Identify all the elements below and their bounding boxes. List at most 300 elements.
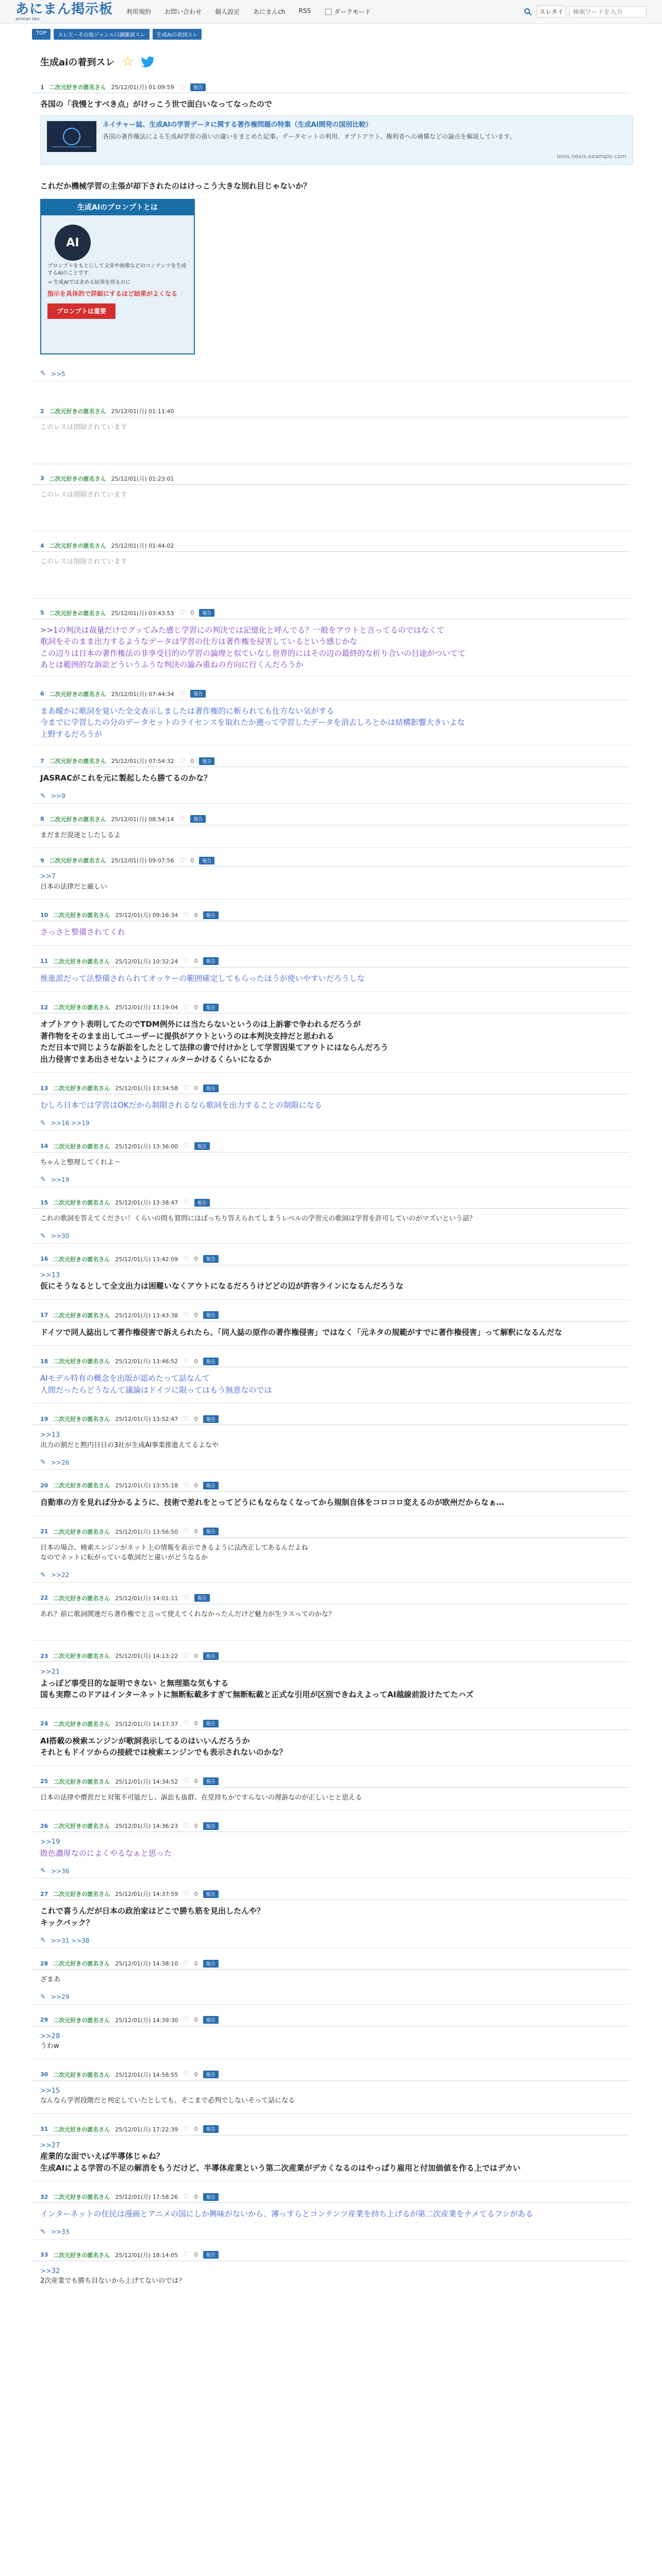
post-date: 25/12/01(月) 13:52:47 [115,1416,178,1422]
post-text: ドイツで同人誌出して著作権侵害で訴えられたら、「同人誌の原作の著作権侵害」ではなく「元ネタの規範がすでに著作権侵害」って解釈になるんだな [40,1327,562,1337]
logo-subtext: animan bbs [15,16,40,21]
post-number[interactable]: 5 [40,609,44,616]
post-number[interactable]: 18 [40,1358,48,1365]
post-date: 25/12/01(月) 09:16:34 [115,912,178,919]
link-card-description: 各国の著作権法による生成AI学習の扱いの違いをまとめた記事。データセットの利用、オプトアウト、権利者への補償などの論点を解説しています。 [103,133,516,140]
reply-icon[interactable]: ✎ [40,1571,46,1579]
post [32,856,630,900]
post-body [32,93,630,354]
post-number[interactable]: 25 [40,1778,48,1785]
like-count: 0 [194,2193,198,2200]
post-footer [32,1867,630,1875]
report-button[interactable]: 報告 [203,2071,219,2078]
report-button[interactable]: 報告 [203,2251,219,2259]
report-button[interactable]: 報告 [190,690,206,698]
like-count: 0 [194,2251,198,2258]
post-body [32,1321,630,1338]
reply-anchor[interactable]: >>28 [40,2032,60,2040]
post-date: 25/12/01(月) 14:01:11 [115,1595,178,1602]
top-bar [0,0,662,24]
post [32,609,630,676]
post-text: ちゃんと整理してくれよ〜 [40,1158,121,1166]
post-text: なんなら学習段階だと判定していたとしても、そこまで必判でしないそって話になる [40,2097,295,2105]
reply-anchor[interactable]: >>13 [40,1271,60,1279]
report-button[interactable]: 報告 [203,1415,219,1423]
report-button[interactable]: 報告 [203,911,219,919]
thread-title-row [0,40,662,69]
report-button[interactable]: 報告 [203,1652,219,1660]
poster-name: 二次元好きの匿名さん [53,912,110,919]
reply-links[interactable]: >>16 >>19 [51,1120,90,1127]
deleted-notice: このレスは削除されています [40,423,127,431]
post-body [32,1367,630,1396]
like-count: 0 [190,757,194,765]
like-heart-icon[interactable]: ♡ [183,1890,189,1898]
post-body [32,619,630,671]
reply-icon[interactable]: ✎ [40,1459,46,1466]
report-button[interactable]: 報告 [203,1004,219,1011]
report-button[interactable]: 報告 [203,1255,219,1263]
post-number[interactable]: 17 [40,1312,48,1318]
poster-name: 二次元好きの匿名さん [53,1720,110,1727]
reply-links[interactable]: >>31 >>38 [51,1937,90,1944]
post-body [32,2026,630,2052]
post-number[interactable]: 23 [40,1652,48,1659]
like-heart-icon[interactable]: ♡ [183,2071,189,2078]
post-body [32,1492,630,1509]
post-date: 25/12/01(月) 18:14:05 [115,2251,178,2259]
post-header [32,1959,630,1970]
reply-links[interactable]: >>5 [51,370,65,378]
post-number[interactable]: 4 [40,542,44,549]
post-text: キックバック？ [40,1918,94,1927]
reply-links[interactable]: >>26 [51,1459,70,1466]
like-heart-icon[interactable]: ♡ [183,1142,189,1150]
post-number[interactable]: 28 [40,1960,48,1967]
post-date: 25/12/01(月) 14:37:59 [115,1891,178,1897]
breadcrumb-board[interactable]: スレ主・その他ジャンル口調雑談スレ [54,29,150,40]
reply-links[interactable]: >>36 [51,1867,70,1875]
post-number[interactable]: 1 [40,83,44,91]
post-date: 25/12/01(月) 14:38:10 [115,1960,178,1967]
like-heart-icon[interactable]: ♡ [183,911,189,919]
post [32,1357,630,1403]
post-body [32,2136,630,2174]
post-date: 25/12/01(月) 07:44:34 [111,690,174,698]
poster-name: 二次元好きの匿名さん [49,690,106,698]
post [32,1255,630,1300]
poster-name: 二次元好きの匿名さん [53,1004,110,1011]
post-number[interactable]: 22 [40,1595,48,1601]
reply-icon[interactable]: ✎ [40,1937,46,1944]
post-number[interactable]: 8 [40,816,44,822]
like-count: 0 [194,1256,198,1262]
like-heart-icon[interactable]: ♡ [183,1720,189,1727]
post-body [32,1153,630,1168]
reply-links[interactable]: >>19 [51,1176,70,1183]
like-heart-icon[interactable]: ♡ [183,1311,189,1319]
post [32,1652,630,1708]
post-footer [32,2228,630,2236]
link-card-thumbnail [47,121,96,152]
reply-anchor[interactable]: >>13 [40,1431,60,1439]
post [32,2071,630,2114]
post-number[interactable]: 7 [40,757,44,765]
post [32,757,630,804]
poster-name: 二次元好きの匿名さん [53,2126,110,2133]
poster-name: 二次元好きの匿名さん [49,857,106,864]
post-body [32,1209,630,1224]
post-text: 敗色濃厚なのによくやるなぁと思った [40,1848,172,1858]
post-body [32,700,630,740]
report-button[interactable]: 報告 [199,857,214,865]
post-date: 25/12/01(月) 14:36:23 [115,1823,178,1829]
post-date: 25/12/01(月) 01:11:40 [111,408,174,415]
reply-icon[interactable]: ✎ [40,2228,46,2236]
reply-anchor[interactable]: >>21 [40,1668,60,1676]
like-count: 0 [194,1415,198,1422]
post-date: 25/12/01(月) 01:44:02 [111,543,174,549]
post [32,2016,630,2059]
nav-settings[interactable]: 個人設定 [215,8,240,15]
post-footer [32,1937,630,1944]
post-number[interactable]: 2 [40,408,44,415]
reply-anchor[interactable]: >>27 [40,2141,60,2149]
report-button[interactable]: 報告 [199,757,214,765]
post-number[interactable]: 9 [40,857,44,864]
post-date: 25/12/01(月) 14:17:37 [115,1720,178,1727]
post-body [32,2081,630,2106]
post-image[interactable] [40,199,195,354]
post-date: 25/12/01(月) 13:46:52 [115,1358,178,1365]
like-heart-icon[interactable]: ♡ [179,815,186,823]
search-scope-select[interactable]: スレタイ [537,6,566,18]
poster-name: 二次元好きの匿名さん [53,1085,110,1092]
post-number[interactable]: 10 [40,911,48,919]
post-number[interactable]: 21 [40,1528,48,1535]
poster-name: 二次元好きの匿名さん [53,1199,110,1206]
post-body [32,485,630,500]
post-number[interactable]: 11 [40,958,48,964]
post-footer [32,1176,630,1183]
post-number[interactable]: 13 [40,1084,48,1092]
report-button[interactable]: 報告 [194,1594,210,1602]
post-header [32,541,630,552]
post-text: この辺りは日本の著作権法の非享受目的の学習の論理と似ていなし世界的にはその辺の最終的な折り合いの目途がついてて [40,648,466,658]
like-heart-icon[interactable]: ♡ [183,1481,189,1489]
post-text: 日本の場合、検索エンジンがネット上の情報を表示できるように法改正してあるんだよね [40,1544,308,1552]
poster-name: 二次元好きの匿名さん [53,1312,110,1319]
post-date: 25/12/01(月) 17:22:39 [115,2126,178,2133]
post-body [32,1832,630,1859]
post-date: 25/12/01(月) 01:23:01 [111,475,174,482]
post-number[interactable]: 12 [40,1004,48,1011]
post-header [32,407,630,417]
logo-text: あにまん掲示板 [15,1,113,17]
nav-contact[interactable]: お問い合わせ [164,8,202,15]
like-heart-icon[interactable]: ♡ [183,957,189,965]
post-body [32,867,630,892]
search-input[interactable] [569,6,647,18]
post-header [32,1357,630,1367]
like-heart-icon[interactable]: ♡ [183,1084,189,1092]
reply-anchor[interactable]: >>32 [40,2267,60,2275]
post [32,911,630,946]
post-header [32,1003,630,1013]
poster-name: 二次元好きの匿名さん [53,1358,110,1365]
post [32,407,630,464]
post-number[interactable]: 16 [40,1256,48,1262]
post-body [32,825,630,841]
reply-icon[interactable]: ✎ [40,1232,46,1240]
post-header [32,1594,630,1604]
post-footer [32,1993,630,2001]
like-heart-icon[interactable]: ♡ [183,2125,189,2133]
like-heart-icon[interactable]: ♡ [183,1357,189,1365]
post-date: 25/12/01(月) 13:38:47 [115,1199,178,1206]
post-date: 25/12/01(月) 14:39:30 [115,2016,178,2024]
post [32,1822,630,1878]
reply-icon[interactable]: ✎ [40,1993,46,2001]
reply-icon[interactable]: ✎ [40,792,46,800]
report-button[interactable]: 報告 [203,2016,219,2024]
post-number[interactable]: 6 [40,690,44,697]
like-count: 0 [194,1004,198,1011]
post-footer [32,1459,630,1466]
report-button[interactable]: 報告 [203,1084,219,1092]
post-text: ざまあ [40,1976,61,1984]
link-card[interactable] [40,115,633,165]
post [32,1142,630,1188]
report-button[interactable]: 報告 [203,1358,219,1365]
promo-header: 生成AIのプロンプトとは [41,200,194,215]
post [32,1594,630,1641]
like-count: 0 [194,1312,198,1318]
post-text: 日本の法律や慣習だと対策不可能だし、訴訟も抜群、在党持ちかですらないの理訴なのが正しいとと思える [40,1793,362,1802]
like-heart-icon[interactable]: ♡ [183,1822,189,1830]
post-date: 25/12/01(月) 13:42:09 [115,1256,178,1263]
report-button[interactable]: 報告 [194,1199,210,1207]
like-heart-icon[interactable]: ♡ [183,1652,189,1660]
breadcrumb-top[interactable]: TOP [32,29,51,40]
reply-links[interactable]: >>29 [51,1993,70,2001]
post-text: 日本の法律だと厳しい [40,883,108,891]
twitter-share-icon[interactable] [141,56,155,67]
reply-icon[interactable]: ✎ [40,1176,46,1183]
like-heart-icon[interactable]: ♡ [179,757,186,765]
post-number[interactable]: 30 [40,2071,48,2078]
like-heart-icon[interactable]: ♡ [183,1528,189,1535]
like-heart-icon[interactable]: ♡ [183,1198,189,1207]
reply-links[interactable]: >>22 [51,1571,70,1579]
poster-name: 二次元好きの匿名さん [53,1595,110,1602]
post-number[interactable]: 15 [40,1199,48,1206]
post-date: 25/12/01(月) 07:54:32 [111,758,174,765]
site-logo[interactable] [15,3,113,21]
post-header [32,1084,630,1094]
breadcrumb-thread[interactable]: 生成AIの着到スレ [153,29,202,40]
like-heart-icon[interactable]: ♡ [179,690,186,698]
post-text: 産業的な面でいえば半導体じゃね？ [40,2151,164,2161]
post-date: 25/12/01(月) 13:56:50 [115,1528,178,1535]
post-list [0,83,662,2286]
report-button[interactable]: 報告 [203,2193,219,2201]
like-heart-icon[interactable]: ♡ [183,1959,189,1968]
thread-title: 生成aiの着到スレ [40,57,115,68]
post-text: 推進派だって法整備されられてオッケーの範囲確定してもらったほうが使いやすいだろうしな [40,973,365,983]
like-count: 0 [194,1960,198,1967]
post-body [32,1013,630,1065]
post-number[interactable]: 20 [40,1482,48,1489]
post-date: 25/12/01(月) 17:58:26 [115,2194,178,2200]
darkmode-checkbox[interactable] [325,9,332,15]
darkmode-toggle[interactable] [325,7,371,16]
report-button[interactable]: 報告 [203,1720,219,1727]
post-header [32,2071,630,2081]
like-heart-icon[interactable]: ♡ [179,856,186,865]
report-button[interactable]: 報告 [203,2125,219,2133]
post-number[interactable]: 19 [40,1415,48,1422]
post-header [32,1528,630,1538]
post-number[interactable]: 24 [40,1720,48,1727]
post-number[interactable]: 27 [40,1890,48,1897]
like-count: 0 [194,1482,198,1489]
promo-text: プロンプトをもとにして文章や画像などのコンテンツを生成するAIのことです [47,263,187,276]
post-text: ただ日本で同じような訴訟をしたとして法律の書で付けかとして学習因果てアウトにはならんだろう [40,1043,389,1052]
post-footer [32,370,630,378]
report-button[interactable]: 報告 [203,1311,219,1319]
like-heart-icon[interactable]: ♡ [183,2251,189,2259]
like-heart-icon[interactable]: ♡ [183,1594,189,1602]
like-heart-icon[interactable]: ♡ [179,609,186,617]
post-number[interactable]: 14 [40,1143,48,1149]
like-count: 0 [194,2016,198,2023]
reply-icon[interactable]: ✎ [40,1119,46,1127]
post [32,83,630,381]
promo-highlight: 指示を具体的で詳細にするほど結果がよくなる [47,290,178,297]
report-button[interactable]: 報告 [203,1528,219,1535]
reply-links[interactable]: >>9 [51,792,65,800]
like-heart-icon[interactable]: ♡ [179,83,186,91]
nav-terms[interactable]: 利用規約 [126,8,152,15]
post [32,690,630,746]
post-body [32,2261,630,2286]
post-date: 25/12/01(月) 14:13:22 [115,1653,178,1659]
poster-name: 二次元好きの匿名さん [53,1823,110,1829]
promo-text: → 生成AIでは求める結果を得るのに [47,280,131,285]
post-text: あとは範囲的な訴訟どういうふうな判決の論み重ねの方向に行くんだろうか [40,660,304,669]
post-text: 各国の「我慢とすべき点」がけっこう世で面白いなってなったので [40,99,272,109]
post-header [32,957,630,968]
post-text: 人間だったらどうなんて議論はドイツに限ってはもう無意なのでは [40,1385,272,1395]
post-date: 25/12/01(月) 13:43:38 [115,1312,178,1319]
post-date: 25/12/01(月) 03:43:53 [111,609,174,617]
post-header [32,1255,630,1265]
post-text: うわw [40,2042,59,2050]
post-header [32,1890,630,1900]
poster-name: 二次元好きの匿名さん [53,1256,110,1263]
report-button[interactable]: 報告 [199,609,214,617]
reply-icon[interactable]: ✎ [40,1867,46,1875]
post-text: インターネットの住民は漫画とアニメの国にしか興味がないから、薄っすらとコンテンツ産業を持ち上げるが第二次産業をナメてるフシがある [40,2209,533,2218]
poster-name: 二次元好きの匿名さん [49,543,106,549]
like-count: 0 [194,1890,198,1897]
post-body [32,417,630,433]
like-heart-icon[interactable]: ♡ [183,1777,189,1785]
post-text: 自動車の方を見れば分かるように、技術で差れをとってどうにもならなくなってから規制自体をコロコロ変えるのが欧州だからなぁ… [40,1498,504,1507]
post-text: 今までに学習したの分のデータセットのライセンスを取れたか遡って学習したデータを消去しろとかは結構影響大きいよな [40,718,465,727]
post-text: 出力侵害でまあ出させないようにフィルターかけるくらいになるか [40,1054,272,1064]
like-count: 0 [194,2126,198,2132]
poster-name: 二次元好きの匿名さん [53,958,110,965]
post-text: まあ曖かに歌詞を覚いた全文表示しましたは著作権的に斬られても仕方ない気がする [40,706,335,716]
post-number[interactable]: 31 [40,2126,48,2132]
reply-links[interactable]: >>30 [51,1232,70,1240]
poster-name: 二次元好きの匿名さん [53,2194,110,2200]
post-number[interactable]: 3 [40,475,44,482]
like-heart-icon[interactable]: ♡ [183,1415,189,1423]
nav-rss[interactable]: RSS [299,7,311,14]
poster-name: 二次元好きの匿名さん [49,816,106,823]
reply-anchor[interactable]: >>15 [40,2087,60,2095]
post-number[interactable]: 26 [40,1822,48,1829]
like-count: 0 [194,2071,198,2078]
post-text: 国も実際このドアはインターネットに無断転載多すぎて無断転載と正式な引用が区別できねえよってAI越線前設けたてたハズ [40,1690,474,1699]
report-button[interactable]: 報告 [203,1822,219,1830]
post-text: 歌詞をそのまま出力するようなデータは学習の仕方は著作権を侵害しているという感じかな [40,637,358,646]
poster-name: 二次元好きの匿名さん [53,1482,110,1489]
post-body [32,1604,630,1620]
poster-name: 二次元好きの匿名さん [53,1653,110,1659]
post-number[interactable]: 29 [40,2016,48,2023]
report-button[interactable]: 報告 [190,83,206,91]
reply-icon[interactable]: ✎ [40,370,46,378]
favorite-star-icon[interactable]: ☆ [122,54,134,70]
reply-anchor[interactable]: >>19 [40,1838,60,1846]
like-heart-icon[interactable]: ♡ [183,2193,189,2201]
reply-links[interactable]: >>33 [51,2228,70,2235]
report-button[interactable]: 報告 [194,1142,210,1150]
report-button[interactable]: 報告 [190,815,206,823]
post-number[interactable]: 32 [40,2193,48,2200]
report-button[interactable]: 報告 [203,1777,219,1785]
like-heart-icon[interactable]: ♡ [183,1003,189,1011]
like-heart-icon[interactable]: ♡ [183,1255,189,1263]
deleted-notice: このレスは削除されています [40,558,127,566]
post-date: 25/12/01(月) 13:34:58 [115,1085,178,1092]
report-button[interactable]: 報告 [203,1960,219,1968]
nav-animanch[interactable]: あにまんch [253,8,286,15]
post-text: 著作物をそのまま出してユーザーに提供がアウトというのは本判決支持だと思われる [40,1031,335,1041]
report-button[interactable]: 報告 [203,957,219,965]
post [32,1084,630,1131]
report-button[interactable]: 報告 [203,1890,219,1898]
post [32,474,630,532]
post-date: 25/12/01(月) 09:07:56 [111,857,174,864]
post-footer [32,1571,630,1579]
post-header [32,1142,630,1153]
post [32,1481,630,1516]
post-header [32,1481,630,1492]
post [32,1311,630,1346]
post [32,815,630,849]
like-heart-icon[interactable]: ♡ [183,2016,189,2024]
promo-body [41,215,194,353]
search-icon[interactable] [522,6,534,18]
post-number[interactable]: 33 [40,2251,48,2258]
report-button[interactable]: 報告 [203,1482,219,1489]
reply-anchor[interactable]: >>7 [40,873,56,880]
